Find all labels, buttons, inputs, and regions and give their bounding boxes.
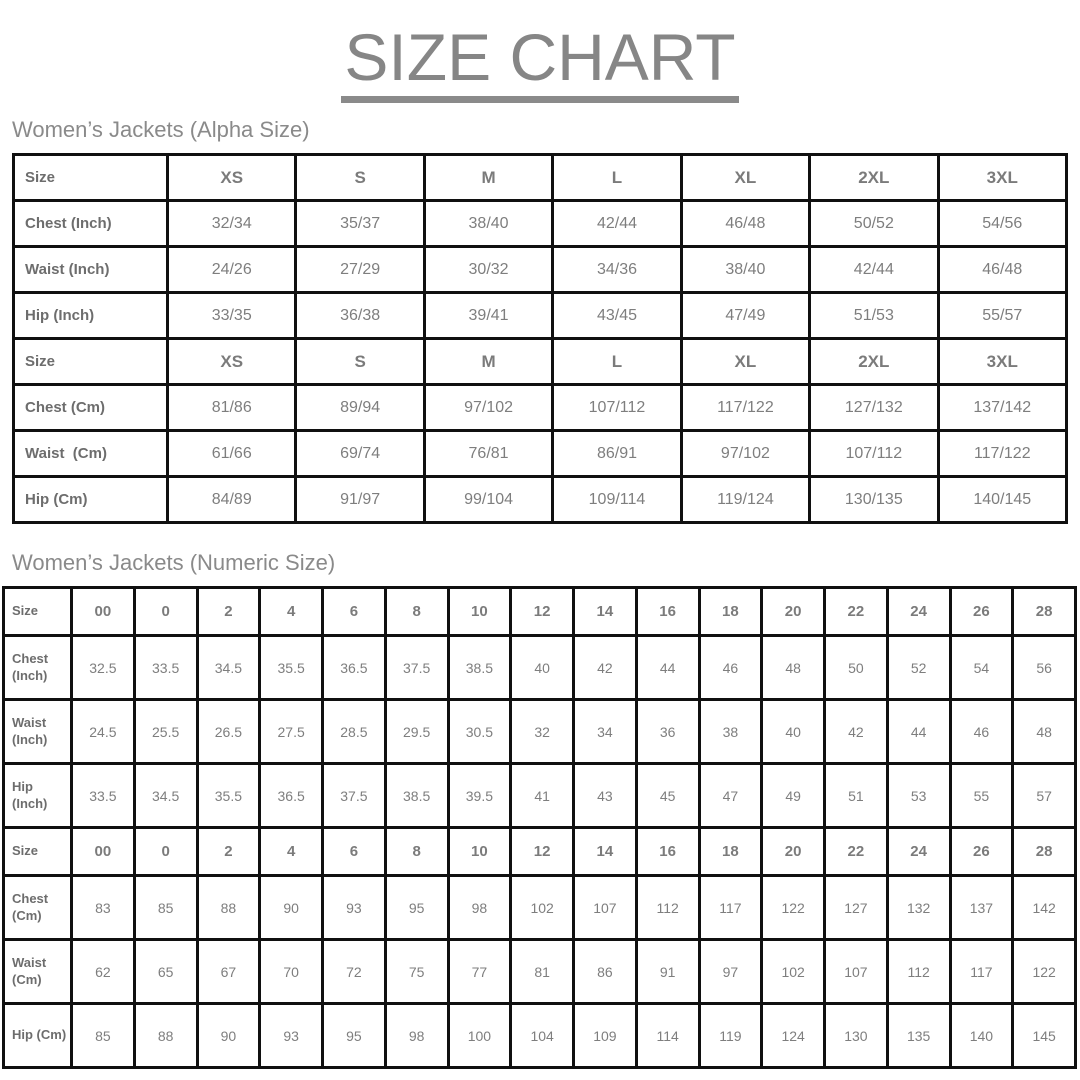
size-name-cell: 4	[260, 828, 323, 876]
row-label-cell: Waist (Cm)	[14, 431, 168, 477]
value-cell: 97/102	[681, 431, 809, 477]
value-cell: 117/122	[938, 431, 1066, 477]
size-name-cell: 6	[323, 588, 386, 636]
value-cell: 38.5	[448, 636, 511, 700]
value-cell: 46/48	[681, 201, 809, 247]
value-cell: 61/66	[168, 431, 296, 477]
value-cell: 130/135	[810, 477, 938, 523]
size-name-cell: 00	[72, 828, 135, 876]
value-cell: 30.5	[448, 700, 511, 764]
value-cell: 25.5	[134, 700, 197, 764]
size-header-row	[14, 155, 1067, 201]
row-label-cell: Waist (Inch)	[4, 700, 72, 764]
size-name-cell: 26	[950, 828, 1013, 876]
size-name-cell: XS	[168, 155, 296, 201]
value-cell: 27.5	[260, 700, 323, 764]
value-cell: 102	[511, 876, 574, 940]
size-name-cell: S	[296, 155, 424, 201]
value-cell: 54	[950, 636, 1013, 700]
measurement-row	[4, 876, 1076, 940]
measurement-row	[4, 764, 1076, 828]
value-cell: 43/45	[553, 293, 681, 339]
value-cell: 50	[825, 636, 888, 700]
size-name-cell: 3XL	[938, 339, 1066, 385]
value-cell: 30/32	[424, 247, 552, 293]
size-name-cell: 12	[511, 588, 574, 636]
size-name-cell: 14	[574, 828, 637, 876]
value-cell: 65	[134, 940, 197, 1004]
size-name-cell: L	[553, 339, 681, 385]
value-cell: 43	[574, 764, 637, 828]
row-label-cell: Size	[4, 588, 72, 636]
value-cell: 48	[1013, 700, 1076, 764]
measurement-row	[14, 201, 1067, 247]
value-cell: 62	[72, 940, 135, 1004]
size-name-cell: 18	[699, 588, 762, 636]
value-cell: 122	[1013, 940, 1076, 1004]
size-name-cell: L	[553, 155, 681, 201]
value-cell: 51/53	[810, 293, 938, 339]
value-cell: 124	[762, 1004, 825, 1068]
value-cell: 117/122	[681, 385, 809, 431]
measurement-row	[14, 247, 1067, 293]
value-cell: 77	[448, 940, 511, 1004]
value-cell: 85	[134, 876, 197, 940]
value-cell: 36.5	[260, 764, 323, 828]
value-cell: 42/44	[553, 201, 681, 247]
value-cell: 70	[260, 940, 323, 1004]
size-name-cell: 20	[762, 828, 825, 876]
size-name-cell: 24	[887, 588, 950, 636]
value-cell: 42/44	[810, 247, 938, 293]
size-name-cell: 0	[134, 588, 197, 636]
value-cell: 84/89	[168, 477, 296, 523]
measurement-row	[4, 700, 1076, 764]
size-header-row	[14, 339, 1067, 385]
value-cell: 55	[950, 764, 1013, 828]
value-cell: 112	[636, 876, 699, 940]
size-name-cell: XL	[681, 339, 809, 385]
size-name-cell: M	[424, 155, 552, 201]
size-name-cell: XS	[168, 339, 296, 385]
value-cell: 38	[699, 700, 762, 764]
value-cell: 88	[134, 1004, 197, 1068]
size-name-cell: 16	[636, 588, 699, 636]
value-cell: 57	[1013, 764, 1076, 828]
value-cell: 36	[636, 700, 699, 764]
measurement-row	[14, 477, 1067, 523]
value-cell: 37.5	[385, 636, 448, 700]
size-name-cell: 18	[699, 828, 762, 876]
value-cell: 90	[197, 1004, 260, 1068]
size-name-cell: 10	[448, 828, 511, 876]
value-cell: 26.5	[197, 700, 260, 764]
size-name-cell: 12	[511, 828, 574, 876]
row-label-cell: Chest (Cm)	[4, 876, 72, 940]
value-cell: 140/145	[938, 477, 1066, 523]
size-name-cell: 3XL	[938, 155, 1066, 201]
value-cell: 72	[323, 940, 386, 1004]
value-cell: 130	[825, 1004, 888, 1068]
size-name-cell: 0	[134, 828, 197, 876]
value-cell: 107/112	[553, 385, 681, 431]
size-header-row	[4, 828, 1076, 876]
value-cell: 34.5	[197, 636, 260, 700]
size-name-cell: 14	[574, 588, 637, 636]
value-cell: 27/29	[296, 247, 424, 293]
size-name-cell: 10	[448, 588, 511, 636]
value-cell: 76/81	[424, 431, 552, 477]
value-cell: 50/52	[810, 201, 938, 247]
value-cell: 33.5	[72, 764, 135, 828]
value-cell: 36.5	[323, 636, 386, 700]
value-cell: 53	[887, 764, 950, 828]
value-cell: 98	[385, 1004, 448, 1068]
value-cell: 88	[197, 876, 260, 940]
value-cell: 52	[887, 636, 950, 700]
size-name-cell: 28	[1013, 828, 1076, 876]
value-cell: 91/97	[296, 477, 424, 523]
value-cell: 85	[72, 1004, 135, 1068]
row-label-cell: Hip (Inch)	[14, 293, 168, 339]
value-cell: 56	[1013, 636, 1076, 700]
row-label-cell: Hip (Cm)	[4, 1004, 72, 1068]
size-name-cell: 6	[323, 828, 386, 876]
value-cell: 81/86	[168, 385, 296, 431]
page-title: SIZE CHART	[341, 24, 738, 103]
size-name-cell: XL	[681, 155, 809, 201]
value-cell: 38/40	[681, 247, 809, 293]
value-cell: 109	[574, 1004, 637, 1068]
row-label-cell: Chest (Inch)	[4, 636, 72, 700]
value-cell: 93	[260, 1004, 323, 1068]
value-cell: 32.5	[72, 636, 135, 700]
row-label-cell: Size	[14, 155, 168, 201]
value-cell: 34	[574, 700, 637, 764]
size-name-cell: 2XL	[810, 339, 938, 385]
row-label-cell: Hip (Cm)	[14, 477, 168, 523]
value-cell: 24.5	[72, 700, 135, 764]
size-name-cell: 8	[385, 588, 448, 636]
value-cell: 127	[825, 876, 888, 940]
size-name-cell: 2	[197, 828, 260, 876]
size-name-cell: 00	[72, 588, 135, 636]
value-cell: 122	[762, 876, 825, 940]
value-cell: 86/91	[553, 431, 681, 477]
measurement-row	[4, 1004, 1076, 1068]
title-wrap	[0, 20, 1080, 103]
value-cell: 46	[699, 636, 762, 700]
row-label-cell: Size	[14, 339, 168, 385]
value-cell: 99/104	[424, 477, 552, 523]
value-cell: 35.5	[260, 636, 323, 700]
value-cell: 97/102	[424, 385, 552, 431]
size-name-cell: 22	[825, 828, 888, 876]
numeric-size-table	[2, 586, 1077, 1069]
value-cell: 45	[636, 764, 699, 828]
value-cell: 132	[887, 876, 950, 940]
value-cell: 107/112	[810, 431, 938, 477]
value-cell: 40	[762, 700, 825, 764]
value-cell: 75	[385, 940, 448, 1004]
value-cell: 39.5	[448, 764, 511, 828]
value-cell: 44	[636, 636, 699, 700]
value-cell: 135	[887, 1004, 950, 1068]
alpha-table-subtitle: Women’s Jackets (Alpha Size)	[12, 117, 310, 142]
size-name-cell: 24	[887, 828, 950, 876]
size-name-cell: 20	[762, 588, 825, 636]
size-name-cell: 4	[260, 588, 323, 636]
value-cell: 104	[511, 1004, 574, 1068]
value-cell: 29.5	[385, 700, 448, 764]
value-cell: 41	[511, 764, 574, 828]
value-cell: 40	[511, 636, 574, 700]
value-cell: 49	[762, 764, 825, 828]
value-cell: 102	[762, 940, 825, 1004]
value-cell: 117	[699, 876, 762, 940]
value-cell: 93	[323, 876, 386, 940]
size-name-cell: 26	[950, 588, 1013, 636]
value-cell: 37.5	[323, 764, 386, 828]
measurement-row	[14, 431, 1067, 477]
value-cell: 137	[950, 876, 1013, 940]
value-cell: 47	[699, 764, 762, 828]
value-cell: 140	[950, 1004, 1013, 1068]
value-cell: 39/41	[424, 293, 552, 339]
value-cell: 35.5	[197, 764, 260, 828]
row-label-cell: Waist (Cm)	[4, 940, 72, 1004]
value-cell: 48	[762, 636, 825, 700]
value-cell: 109/114	[553, 477, 681, 523]
value-cell: 89/94	[296, 385, 424, 431]
measurement-row	[4, 636, 1076, 700]
value-cell: 55/57	[938, 293, 1066, 339]
value-cell: 112	[887, 940, 950, 1004]
value-cell: 145	[1013, 1004, 1076, 1068]
row-label-cell: Size	[4, 828, 72, 876]
value-cell: 32/34	[168, 201, 296, 247]
value-cell: 34.5	[134, 764, 197, 828]
value-cell: 142	[1013, 876, 1076, 940]
size-name-cell: 16	[636, 828, 699, 876]
value-cell: 137/142	[938, 385, 1066, 431]
value-cell: 44	[887, 700, 950, 764]
value-cell: 127/132	[810, 385, 938, 431]
row-label-cell: Chest (Inch)	[14, 201, 168, 247]
value-cell: 28.5	[323, 700, 386, 764]
value-cell: 35/37	[296, 201, 424, 247]
value-cell: 114	[636, 1004, 699, 1068]
value-cell: 107	[825, 940, 888, 1004]
value-cell: 32	[511, 700, 574, 764]
value-cell: 38/40	[424, 201, 552, 247]
alpha-size-table	[12, 153, 1068, 524]
value-cell: 36/38	[296, 293, 424, 339]
value-cell: 107	[574, 876, 637, 940]
value-cell: 67	[197, 940, 260, 1004]
value-cell: 24/26	[168, 247, 296, 293]
value-cell: 46	[950, 700, 1013, 764]
value-cell: 42	[825, 700, 888, 764]
value-cell: 95	[385, 876, 448, 940]
value-cell: 91	[636, 940, 699, 1004]
size-name-cell: 28	[1013, 588, 1076, 636]
measurement-row	[14, 385, 1067, 431]
size-name-cell: S	[296, 339, 424, 385]
size-name-cell: 8	[385, 828, 448, 876]
value-cell: 34/36	[553, 247, 681, 293]
value-cell: 90	[260, 876, 323, 940]
value-cell: 98	[448, 876, 511, 940]
row-label-cell: Waist (Inch)	[14, 247, 168, 293]
size-name-cell: M	[424, 339, 552, 385]
value-cell: 47/49	[681, 293, 809, 339]
measurement-row	[14, 293, 1067, 339]
row-label-cell: Chest (Cm)	[14, 385, 168, 431]
value-cell: 100	[448, 1004, 511, 1068]
value-cell: 119	[699, 1004, 762, 1068]
value-cell: 119/124	[681, 477, 809, 523]
value-cell: 117	[950, 940, 1013, 1004]
numeric-table-subtitle: Women’s Jackets (Numeric Size)	[12, 550, 336, 575]
value-cell: 86	[574, 940, 637, 1004]
value-cell: 83	[72, 876, 135, 940]
value-cell: 97	[699, 940, 762, 1004]
size-name-cell: 2XL	[810, 155, 938, 201]
value-cell: 38.5	[385, 764, 448, 828]
value-cell: 33.5	[134, 636, 197, 700]
row-label-cell: Hip (Inch)	[4, 764, 72, 828]
measurement-row	[4, 940, 1076, 1004]
value-cell: 51	[825, 764, 888, 828]
size-name-cell: 2	[197, 588, 260, 636]
value-cell: 54/56	[938, 201, 1066, 247]
value-cell: 69/74	[296, 431, 424, 477]
value-cell: 42	[574, 636, 637, 700]
size-header-row	[4, 588, 1076, 636]
value-cell: 46/48	[938, 247, 1066, 293]
value-cell: 33/35	[168, 293, 296, 339]
size-name-cell: 22	[825, 588, 888, 636]
value-cell: 81	[511, 940, 574, 1004]
value-cell: 95	[323, 1004, 386, 1068]
